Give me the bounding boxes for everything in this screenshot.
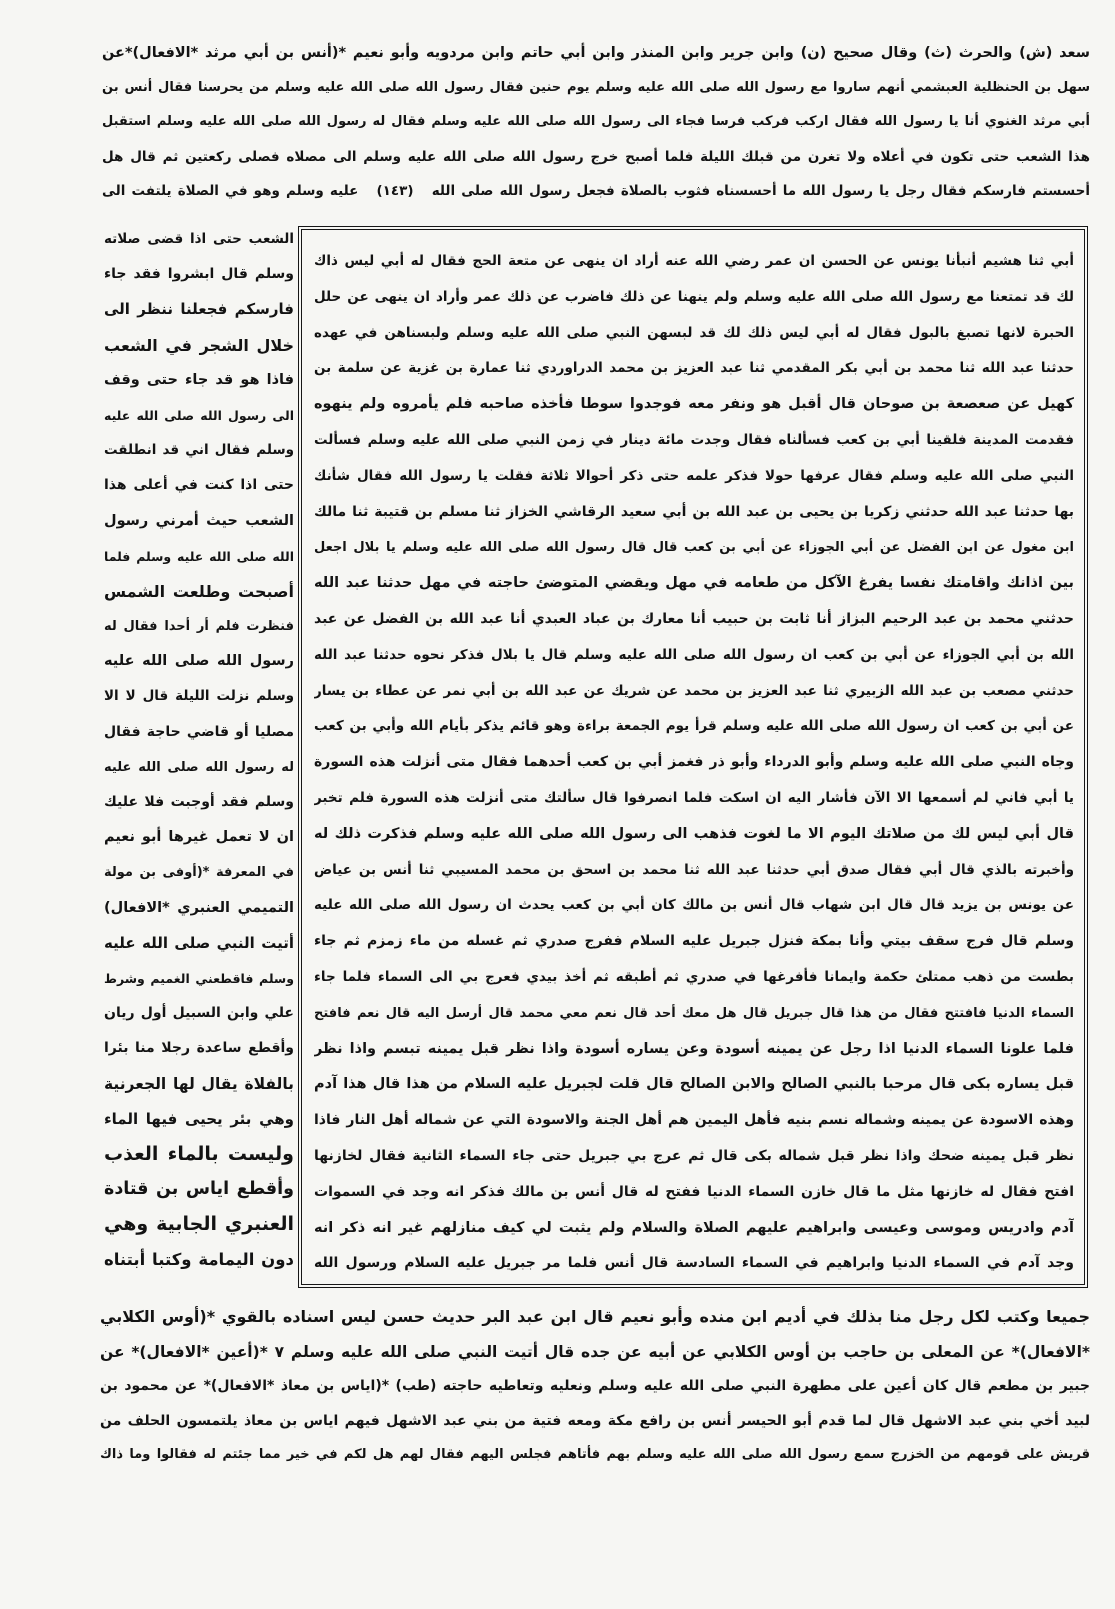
header-line: أبي مرثد الغنوي أنا يا رسول الله فقال اركب فركب فرسا فجاء الى رسول الله صلى الله عليه وسلم فقال له رسول الله صلى الله عليه وسلم استقبل [102,114,1090,129]
margin-text-line: وأقطع اياس بن قتادة [104,1179,294,1200]
main-text-line: قبل يساره بكى قال مرحبا بالنبي الصالح والابن الصالح قال قلت لجبريل عليه السلام من هذا قال هذا آدم [314,1076,1074,1093]
footer-line: *الافعال)* عن المعلى بن حاجب بن أوس الكلابي عن أبيه عن جده قال أتيت النبي صلى الله عليه وسلم ٧ *(أعين *الافعال)* عن [100,1342,1090,1361]
main-text-line: بين اذانك واقامتك نفسا يفرغ الآكل من طعامه في مهل ويقضي المتوضئ حاجته في مهل حدثنا عبد الله [314,575,1074,592]
footer-line: جميعا وكتب لكل رجل منا بذلك في أديم ابن منده وأبو نعيم قال ابن عبد البر حديث حسن ليس اسناده بالقوي *(أوس الكلابي [100,1307,1090,1326]
main-text-line: قال أبي ليس لك من صلاتك اليوم الا ما لغوت فذهب الى رسول الله صلى الله عليه وسلم فذكرت ذلك له [314,825,1074,842]
main-text-line: حدثني مصعب بن عبد الله الزبيري ثنا عبد العزيز بن محمد عن شريك عن عبد الله بن أبي نمر عن عطاء بن يسار [314,682,1074,699]
margin-text-line: في المعرفة *(أوفى بن مولة [104,865,294,881]
main-text-line: النبي صلى الله عليه وسلم فقال عرفها حولا فذكر علمه حتى ذكر أحوالا ثلاثة فقلت يا رسول الله فقال شأنك [314,467,1074,484]
main-text-line: أبي ثنا هشيم أنبأنا يونس عن الحسن ان عمر رضي الله عنه أراد ان ينهى عن متعة الحج فقال له أبي ليس ذاك [314,253,1074,269]
margin-text-line: خلال الشجر في الشعب [104,335,294,355]
margin-text-line: وسلم فقد أوجبت فلا عليك [104,794,294,810]
margin-text-line: أصبحت وطلعت الشمس [104,581,294,601]
margin-text-line: دون اليمامة وكتبا أبتناه [104,1250,294,1270]
margin-text-line: علي وابن السبيل أول ريان [104,1005,294,1022]
main-text-line: وسلم قال فرج سقف بيتي وأنا بمكة فنزل جبريل عليه السلام ففرج صدري ثم غسله من ماء زمزم ثم جاء [314,933,1074,950]
margin-text-line: العنبري الجابية وهي [104,1213,294,1236]
margin-text-line: الى رسول الله صلى الله عليه [104,407,294,423]
margin-text-line: فاذا هو قد جاء حتى وقف [104,371,294,388]
main-text-line: السماء الدنيا فافتتح فقال من هذا قال جبريل قال هل معك أحد قال نعم معي محمد قال أرسل اليه قال نعم فافتح [314,1005,1074,1021]
footer-line: جبير بن مطعم قال كان أعين على مطهرة النبي صلى الله عليه وسلم ونعليه وتعاطيه حاجته (طب) *(اياس بن معاذ *الافعال)* عن محمود بن [100,1378,1090,1394]
main-text-line: وجد آدم في السماء الدنيا وابراهيم في السماء السادسة قال أنس فلما مر جبريل عليه السلام ورسول الله [314,1255,1074,1272]
main-text-line: عن أبي بن كعب ان رسول الله صلى الله عليه وسلم قرأ يوم الجمعة براءة وهو قائم يذكر بأيام الله وأبي بن كعب [314,718,1074,735]
main-text-line: ابن مغول عن ابن الفضل عن أبي الجوزاء عن أبي بن كعب قال قال رسول الله صلى الله عليه وسلم يا بلال اجعل [314,540,1074,556]
margin-text-line: التميمي العنبري *الافعال) [104,899,294,916]
margin-text-column [104,222,294,1278]
margin-text-line: الله صلى الله عليه وسلم فلما [104,548,294,564]
footer-line: قريش على قومهم من الخزرج سمع رسول الله صلى الله عليه وسلم بهم فأتاهم فجلس اليهم فقال لهم هل لكم في خير مما جئتم له فقالوا وما ذاك [100,1447,1090,1462]
margin-text-line: وسلم قال ابشروا فقد جاء [104,266,294,283]
main-text-line: حدثني محمد بن عبد الرحيم البزاز أنا ثابت بن حبيب أنا معارك بن عباد العبدي أنا عبد الله بن الفضل عن عبد [314,610,1074,627]
main-text-line: الحبرة لانها تصبغ بالبول فقال له أبي ليس ذلك لك قد لبسهن النبي صلى الله عليه وسلم ولبسناهن في عهده [314,324,1074,341]
header-line-start: أحسستم فارسكم فقال رجل يا رسول الله ما أحسسناه فثوب بالصلاة فجعل رسول الله صلى الله [431,183,1090,199]
page-number: (١٤٣) [376,183,414,199]
margin-text-line: وسلم فاقطعني الغميم وشرط [104,970,294,986]
main-text-line: وأخبرته بالذي قال أبي فقال صدق أبي حدثنا عبد الله ثنا محمد بن اسحق بن محمد المسيبي ثنا أنس بن عياض [314,861,1074,878]
margin-text-line: حتى اذا كنت في أعلى هذا [104,477,294,494]
margin-text-line: بالفلاة يقال لها الجعرنية [104,1074,294,1093]
margin-text-line: وهي بئر يحيى فيها الماء [104,1109,294,1128]
header-line-with-page-number [102,174,1090,209]
main-text-line: يا أبي فاني لم أسمعها الا الآن فأشار اليه ان اسكت فلما انصرفوا قال سألتك متى أنزلت هذه السورة فلم تخبر [314,789,1074,806]
main-text-line: افتح فقال له خازنها مثل ما قال خازن السماء الدنيا ففتح له قال أنس بن مالك فذكر انه وجد في السموات [314,1183,1074,1200]
main-text-line: كهيل عن صعصعة بن صوحان قال أقبل هو ونفر معه فوجدوا سوطا فأخذه صاحبه فلم يأمروه ولم ينهوه [314,396,1074,413]
margin-text-line: وسلم نزلت الليلة قال لا الا [104,688,294,705]
margin-text-line: فنظرت فلم أر أحدا فقال له [104,619,294,635]
margin-text-line: وأقطع ساعدة رجلا منا بئرا [104,1040,294,1057]
margin-text-line: أتيت النبي صلى الله عليه [104,933,294,952]
main-text-line: فقدمت المدينة فلقينا أبي بن كعب فسألناه فقال وجدت مائة دينار في زمن النبي صلى الله عليه وسلم فسألت [314,431,1074,448]
margin-text-line: ان لا تعمل غيرها أبو نعيم [104,829,294,846]
main-text-box [298,226,1088,1288]
margin-text-line: الشعب حتى اذا قضى صلاته [104,231,294,247]
margin-text-line: وسلم فقال اني قد انطلقت [104,442,294,459]
header-line: هذا الشعب حتى تكون في أعلاه ولا تغرن من قبلك الليلة فلما أصبح خرج رسول الله صلى الله عليه وسلم الى مصلاه فصلى ركعتين ثم قال هل [102,148,1090,165]
margin-text-line: فارسكم فجعلنا ننظر الى [104,300,294,319]
main-text-line: الله بن أبي الجوزاء عن أبي بن كعب ان رسول الله صلى الله عليه وسلم قال يا بلال فذكر نحوه حدثنا عبد الله [314,646,1074,663]
margin-text-line: مصليا أو قاضي حاجة فقال [104,723,294,740]
header-line-end: عليه وسلم وهو في الصلاة يلتفت الى [102,183,359,199]
main-text-line: فلما علونا السماء الدنيا اذا رجل عن يمينه أسودة وعن يساره أسودة واذا نظر قبل يمينه تبسم واذا نظر [314,1040,1074,1057]
header-text-block [102,36,1090,209]
main-text-line: وهذه الاسودة عن يمينه وشماله نسم بنيه فأهل اليمين هم أهل الجنة والاسودة التي عن شماله أهل النار فاذا [314,1112,1074,1129]
main-text-line: آدم وادريس وموسى وعيسى وابراهيم عليهم الصلاة والسلام ولم يثبت لي كيف منازلهم غير انه ذكر انه [314,1219,1074,1236]
header-line: سعد (ش) والحرث (ث) وقال صحيح (ن) وابن جرير وابن المنذر وابن أبي حاتم وابن مردويه وأبو نعيم *(أنس بن أبي مرثد *الافعال)*عن [102,45,1090,61]
main-text-line: عن يونس بن يزيد قال قال ابن شهاب قال أنس بن مالك كان أبي بن كعب يحدث ان رسول الله صلى الله عليه [314,897,1074,914]
main-text-line: حدثنا عبد الله ثنا محمد بن أبي بكر المقدمي ثنا عبد العزيز بن محمد الدراوردي ثنا عمارة بن غزية عن سلمة بن [314,360,1074,377]
header-line: سهل بن الحنظلية العبشمي أنهم ساروا مع رسول الله صلى الله عليه وسلم يوم حنين فقال رسول الله صلى الله عليه وسلم من يحرسنا فقال أنس بن [102,79,1090,95]
main-text-line: بها حدثنا عبد الله حدثني زكريا بن يحيى بن عبد الله بن أبي سعيد الرقاشي الخزاز ثنا مسلم بن قتيبة ثنا مالك [314,503,1074,520]
main-text-line: بطست من ذهب ممتلئ حكمة وايمانا فأفرغها في صدري ثم أطبقه ثم أخذ بيدي فعرج بي الى السماء فلما جاء [314,968,1074,985]
main-text-line: وجاه النبي صلى الله عليه وسلم وأبو الدرداء وأبو ذر فغمز أبي بن كعب أحدهما فقال متى أنزلت هذه السورة [314,754,1074,771]
main-text-line: لك قد تمتعنا مع رسول الله صلى الله عليه وسلم ولم ينهنا عن ذلك فاضرب عن ذلك عمر وأراد ان ينهى عن حلل [314,288,1074,305]
margin-text-line: وليست بالماء العذب [104,1142,294,1165]
margin-text-line: رسول الله صلى الله عليه [104,653,294,670]
footer-line: لبيد أخي بني عبد الاشهل قال لما قدم أبو الحيسر أنس بن رافع مكة ومعه فتية من بني عبد الاشهل فيهم اياس بن معاذ يلتمسون الحلف من [100,1412,1090,1429]
margin-text-line: له رسول الله صلى الله عليه [104,759,294,775]
margin-text-line: الشعب حيث أمرني رسول [104,512,294,529]
main-text-line: نظر قبل يمينه ضحك واذا نظر قبل شماله بكى قال ثم عرج بي جبريل حتى جاء السماء الثانية فقال لخازنها [314,1147,1074,1164]
footer-text-block [100,1300,1090,1473]
